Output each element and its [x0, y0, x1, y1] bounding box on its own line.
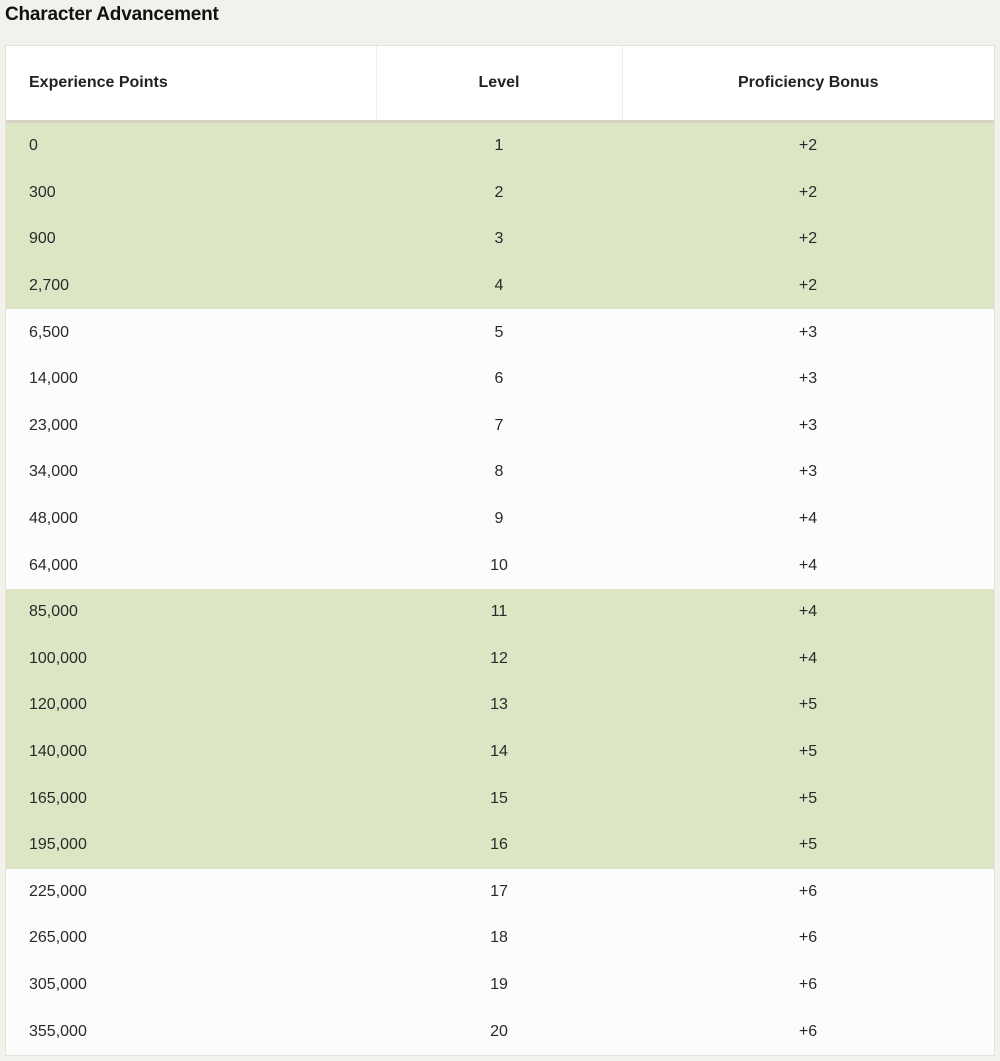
cell-proficiency-bonus: +6: [622, 962, 994, 1009]
cell-experience-points: 100,000: [6, 636, 376, 683]
cell-proficiency-bonus: +4: [622, 496, 994, 543]
cell-experience-points: 120,000: [6, 682, 376, 729]
cell-proficiency-bonus: +2: [622, 263, 994, 310]
table-row: [6, 403, 994, 450]
table-row: [6, 542, 994, 589]
cell-experience-points: 300: [6, 170, 376, 217]
cell-proficiency-bonus: +3: [622, 309, 994, 356]
cell-proficiency-bonus: +2: [622, 170, 994, 217]
table-row: [6, 216, 994, 263]
cell-proficiency-bonus: +5: [622, 775, 994, 822]
cell-proficiency-bonus: +4: [622, 589, 994, 636]
cell-proficiency-bonus: +4: [622, 542, 994, 589]
cell-experience-points: 14,000: [6, 356, 376, 403]
advancement-table: [5, 45, 995, 1056]
table-body: [6, 122, 994, 1055]
cell-experience-points: 6,500: [6, 309, 376, 356]
table-header: [6, 46, 994, 122]
cell-level: 16: [376, 822, 622, 869]
cell-level: 19: [376, 962, 622, 1009]
cell-experience-points: 305,000: [6, 962, 376, 1009]
cell-level: 18: [376, 915, 622, 962]
cell-experience-points: 0: [6, 122, 376, 170]
table-row: [6, 775, 994, 822]
cell-level: 5: [376, 309, 622, 356]
cell-experience-points: 165,000: [6, 775, 376, 822]
cell-level: 11: [376, 589, 622, 636]
cell-experience-points: 85,000: [6, 589, 376, 636]
table-row: [6, 449, 994, 496]
cell-experience-points: 225,000: [6, 869, 376, 916]
cell-level: 1: [376, 122, 622, 170]
table-row: [6, 682, 994, 729]
cell-proficiency-bonus: +3: [622, 403, 994, 450]
cell-proficiency-bonus: +6: [622, 915, 994, 962]
table-row: [6, 822, 994, 869]
header-row: [6, 46, 994, 122]
cell-level: 12: [376, 636, 622, 683]
header-level: Level: [376, 46, 622, 122]
cell-proficiency-bonus: +6: [622, 1008, 994, 1055]
cell-level: 13: [376, 682, 622, 729]
cell-level: 4: [376, 263, 622, 310]
table-row: [6, 496, 994, 543]
cell-experience-points: 265,000: [6, 915, 376, 962]
table-row: [6, 962, 994, 1009]
header-experience-points: Experience Points: [6, 46, 376, 122]
cell-level: 7: [376, 403, 622, 450]
cell-proficiency-bonus: +2: [622, 216, 994, 263]
cell-experience-points: 2,700: [6, 263, 376, 310]
cell-proficiency-bonus: +3: [622, 356, 994, 403]
cell-experience-points: 48,000: [6, 496, 376, 543]
cell-proficiency-bonus: +3: [622, 449, 994, 496]
table-row: [6, 122, 994, 170]
cell-experience-points: 355,000: [6, 1008, 376, 1055]
cell-experience-points: 900: [6, 216, 376, 263]
cell-level: 6: [376, 356, 622, 403]
cell-level: 9: [376, 496, 622, 543]
cell-level: 17: [376, 869, 622, 916]
table-row: [6, 589, 994, 636]
cell-experience-points: 140,000: [6, 729, 376, 776]
table-row: [6, 309, 994, 356]
table-row: [6, 915, 994, 962]
table-row: [6, 869, 994, 916]
table-row: [6, 170, 994, 217]
table-row: [6, 1008, 994, 1055]
cell-level: 10: [376, 542, 622, 589]
cell-proficiency-bonus: +5: [622, 682, 994, 729]
cell-proficiency-bonus: +4: [622, 636, 994, 683]
header-proficiency-bonus: Proficiency Bonus: [622, 46, 994, 122]
table-row: [6, 356, 994, 403]
cell-level: 8: [376, 449, 622, 496]
cell-level: 14: [376, 729, 622, 776]
cell-level: 20: [376, 1008, 622, 1055]
cell-level: 2: [376, 170, 622, 217]
page-title: Character Advancement: [5, 4, 219, 25]
cell-level: 3: [376, 216, 622, 263]
table-row: [6, 636, 994, 683]
cell-proficiency-bonus: +6: [622, 869, 994, 916]
cell-experience-points: 64,000: [6, 542, 376, 589]
cell-experience-points: 195,000: [6, 822, 376, 869]
cell-experience-points: 23,000: [6, 403, 376, 450]
table-row: [6, 729, 994, 776]
cell-experience-points: 34,000: [6, 449, 376, 496]
table-row: [6, 263, 994, 310]
cell-level: 15: [376, 775, 622, 822]
cell-proficiency-bonus: +2: [622, 122, 994, 170]
cell-proficiency-bonus: +5: [622, 729, 994, 776]
cell-proficiency-bonus: +5: [622, 822, 994, 869]
